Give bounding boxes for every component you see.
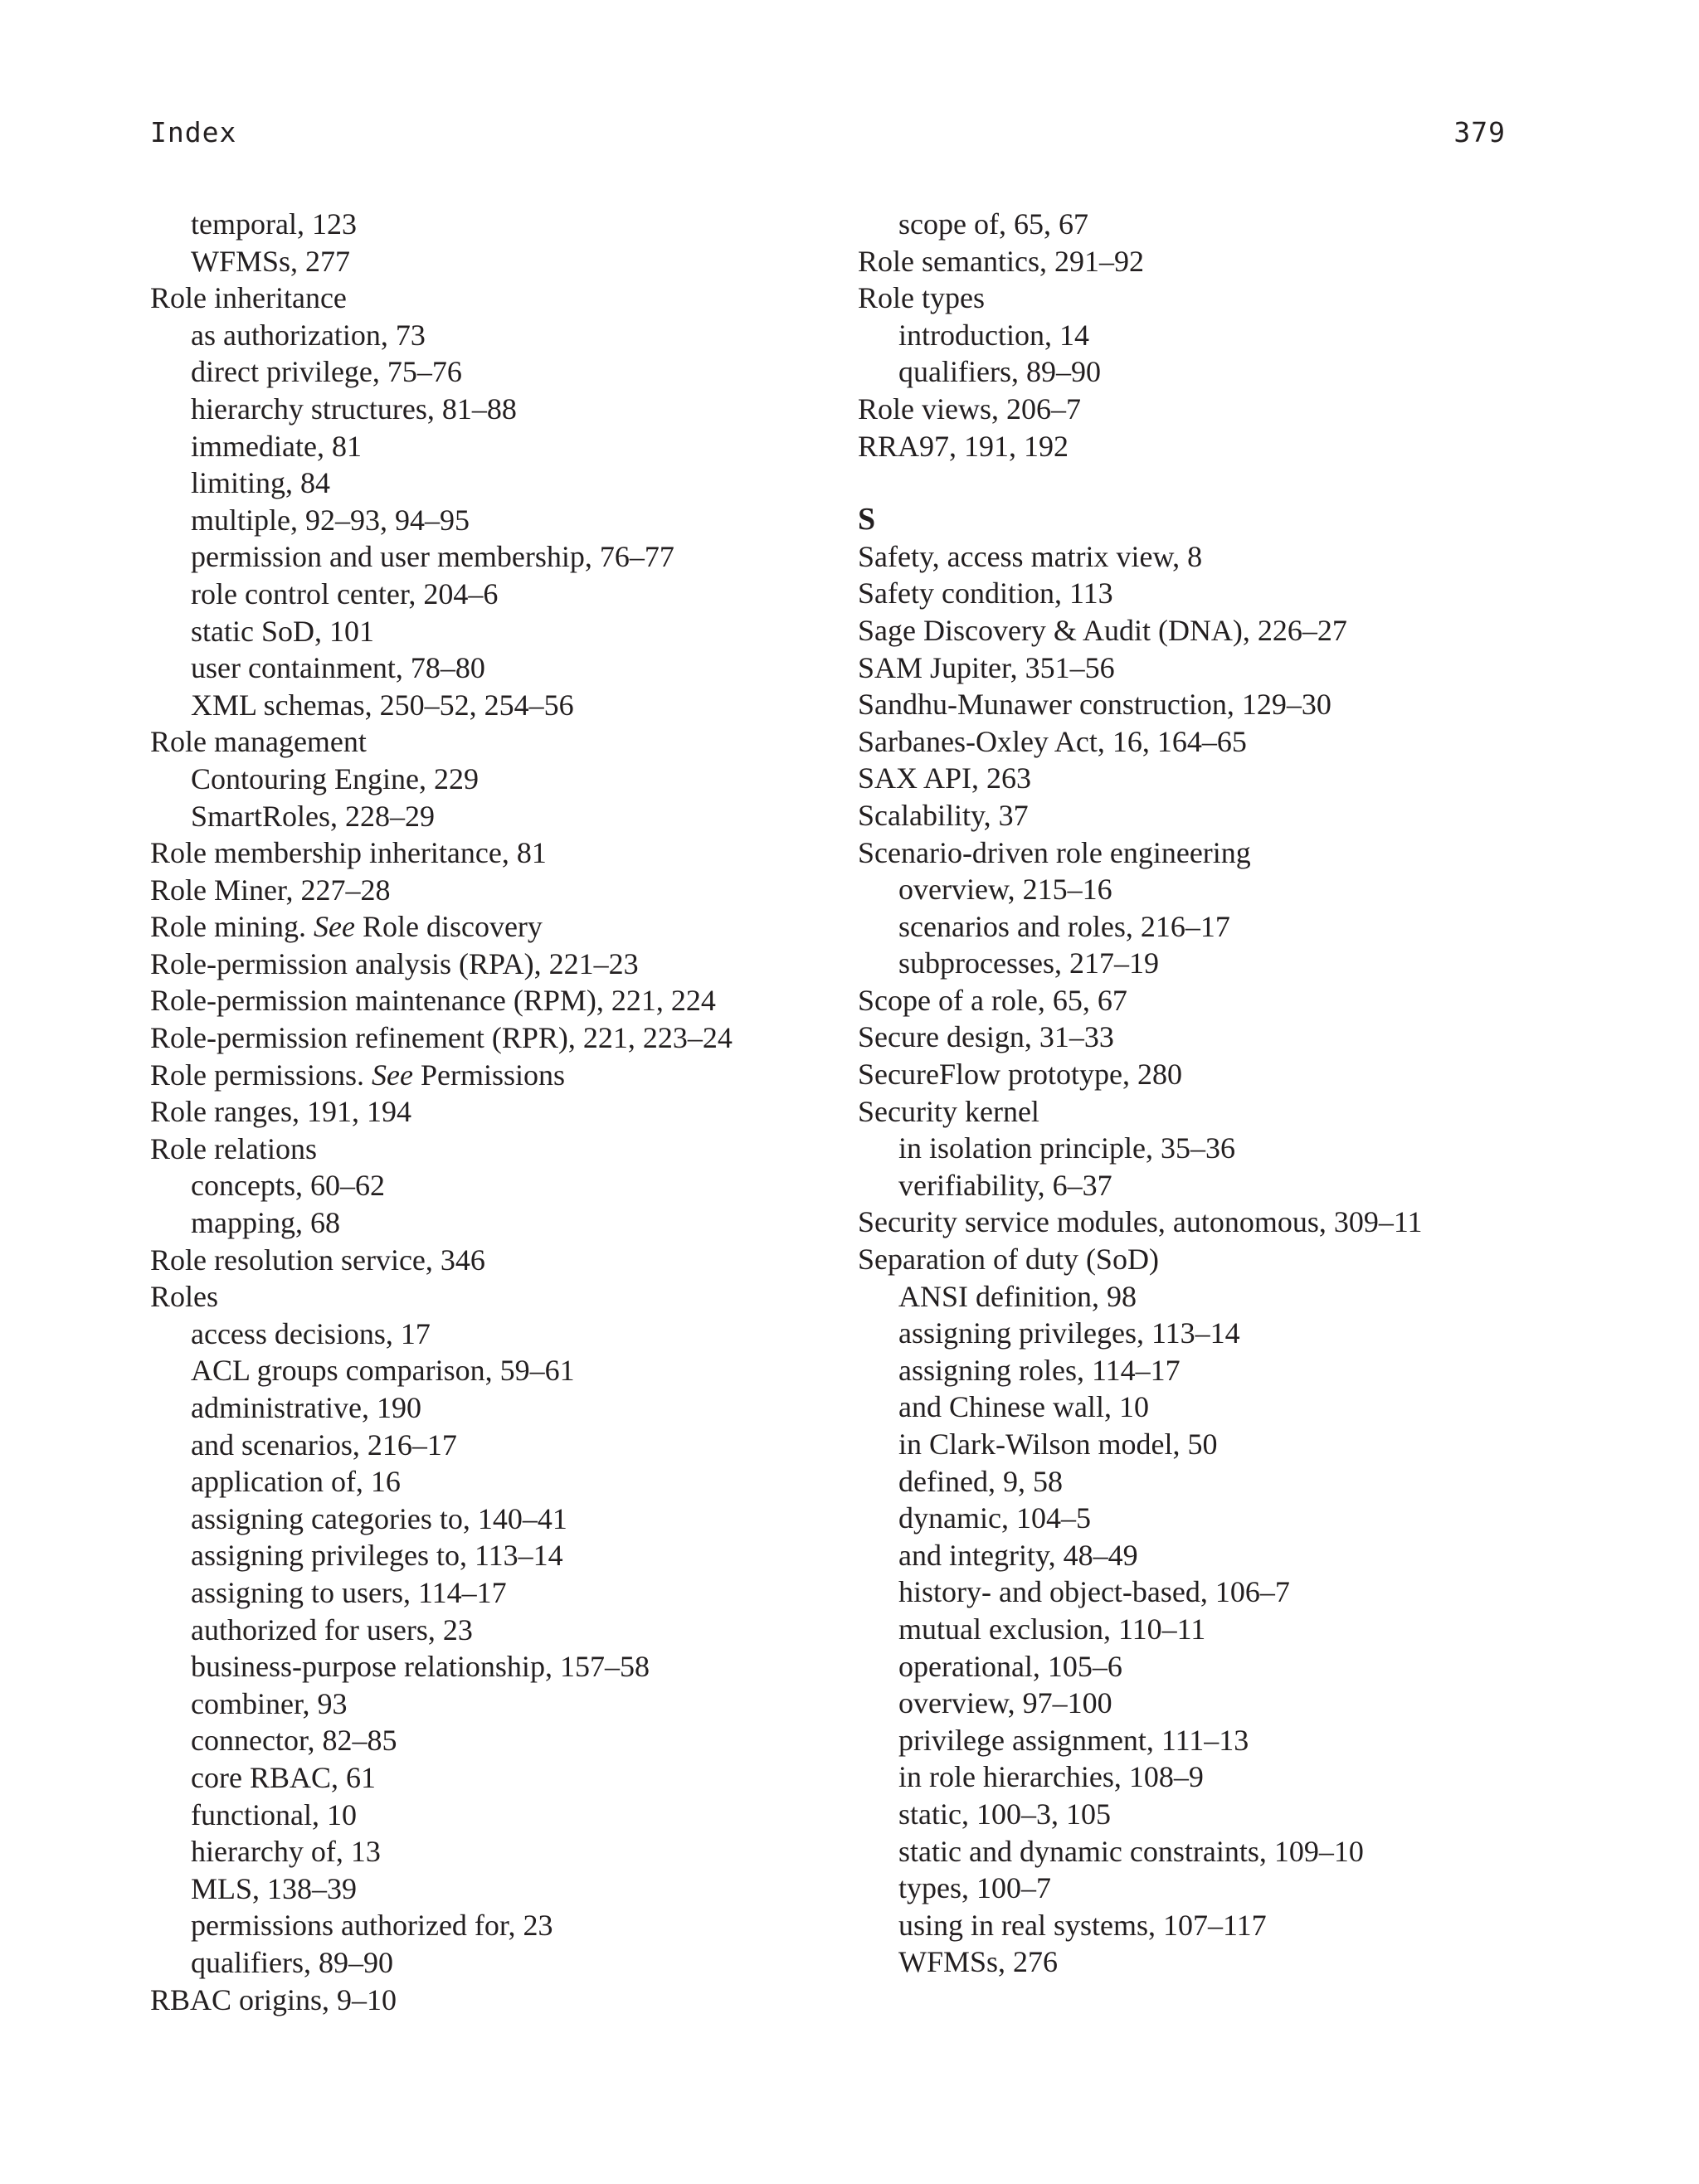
index-subentry	[150, 1501, 733, 1538]
index-subentry	[858, 945, 1423, 982]
entry-text: and scenarios, 216–17	[191, 1428, 457, 1462]
index-subentry	[150, 317, 733, 354]
index-subentry	[150, 1427, 733, 1464]
entry-text: dynamic, 104–5	[898, 1501, 1091, 1535]
index-subentry	[150, 1612, 733, 1649]
index-entry	[858, 649, 1423, 687]
index-subentry	[858, 1315, 1423, 1352]
index-subentry	[858, 206, 1423, 243]
entry-text: mapping, 68	[191, 1206, 340, 1240]
index-subentry	[858, 1685, 1423, 1722]
index-entry	[858, 391, 1423, 428]
entry-text: verifiability, 6–37	[898, 1168, 1112, 1202]
entry-text: Scalability, 37	[858, 798, 1029, 832]
entry-text: temporal, 123	[191, 207, 357, 241]
index-entry	[150, 280, 733, 317]
entry-text: subprocesses, 217–19	[898, 946, 1159, 980]
entry-text: scenarios and roles, 216–17	[898, 909, 1230, 943]
entry-text: assigning roles, 114–17	[898, 1353, 1181, 1387]
index-subentry	[150, 1759, 733, 1797]
entry-text: Role-permission refinement (RPR), 221, 223–24	[150, 1021, 733, 1055]
entry-text: static and dynamic constraints, 109–10	[898, 1834, 1364, 1868]
entry-text: privilege assignment, 111–13	[898, 1723, 1249, 1757]
entry-text: as authorization, 73	[191, 318, 426, 352]
entry-text: user containment, 78–80	[191, 651, 485, 685]
entry-text: assigning privileges to, 113–14	[191, 1539, 563, 1573]
entry-text: RBAC origins, 9–10	[150, 1982, 397, 2016]
entry-text: Role permissions.	[150, 1058, 372, 1092]
entry-text: functional, 10	[191, 1797, 357, 1831]
entry-text: defined, 9, 58	[898, 1464, 1063, 1498]
index-column-left	[150, 206, 733, 2018]
index-subentry	[858, 1907, 1423, 1944]
entry-text: Sandhu-Munawer construction, 129–30	[858, 688, 1331, 722]
entry-text: permissions authorized for, 23	[191, 1909, 553, 1943]
entry-text: and Chinese wall, 10	[898, 1390, 1149, 1424]
index-subentry	[150, 391, 733, 428]
entry-text: Role membership inheritance, 81	[150, 836, 547, 870]
index-subentry	[858, 1722, 1423, 1759]
index-subentry	[150, 243, 733, 280]
entry-text: RRA97, 191, 192	[858, 429, 1069, 463]
entry-text: core RBAC, 61	[191, 1760, 376, 1794]
entry-text: static, 100–3, 105	[898, 1797, 1111, 1831]
entry-text: Security kernel	[858, 1094, 1039, 1128]
index-subentry	[858, 1389, 1423, 1426]
entry-text: ANSI definition, 98	[898, 1279, 1137, 1313]
index-entry	[150, 946, 733, 983]
entry-text: ACL groups comparison, 59–61	[191, 1354, 575, 1388]
page-header	[150, 116, 1506, 158]
index-entry	[858, 760, 1423, 797]
index-column-right	[858, 206, 1423, 1981]
index-entry	[150, 1131, 733, 1168]
entry-text: WFMSs, 277	[191, 244, 351, 278]
entry-text: Role Miner, 227–28	[150, 873, 391, 907]
entry-text: history- and object-based, 106–7	[898, 1575, 1290, 1609]
index-entries-r-before	[858, 206, 1423, 465]
entry-text: Safety, access matrix view, 8	[858, 539, 1203, 573]
index-entry	[858, 538, 1423, 576]
index-subentry	[858, 1426, 1423, 1463]
index-subentry	[150, 576, 733, 613]
index-entry	[858, 686, 1423, 723]
cross-reference-target: Role discovery	[354, 910, 543, 944]
entry-text: access decisions, 17	[191, 1316, 431, 1350]
entry-text: assigning to users, 114–17	[191, 1575, 507, 1609]
entry-text: and integrity, 48–49	[898, 1538, 1138, 1572]
index-subentry	[150, 1944, 733, 1982]
index-subentry	[858, 1352, 1423, 1389]
index-subentry	[150, 1907, 733, 1944]
entry-text: qualifiers, 89–90	[898, 355, 1101, 389]
index-entry	[858, 797, 1423, 834]
entry-text: permission and user membership, 76–77	[191, 540, 674, 574]
entry-text: Role inheritance	[150, 281, 347, 315]
index-subentry	[150, 353, 733, 391]
entry-text: immediate, 81	[191, 429, 362, 463]
index-subentry	[150, 1797, 733, 1834]
index-entry	[150, 1278, 733, 1316]
entry-text: Security service modules, autonomous, 309–11	[858, 1205, 1423, 1239]
entry-text: authorized for users, 23	[191, 1612, 473, 1647]
index-subentry	[858, 1167, 1423, 1204]
entry-text: direct privilege, 75–76	[191, 355, 462, 389]
index-entry	[858, 1056, 1423, 1093]
index-entry	[858, 1241, 1423, 1278]
index-subentry	[150, 1870, 733, 1908]
entry-text: WFMSs, 276	[898, 1945, 1059, 1979]
index-subentry	[150, 428, 733, 465]
index-subentry	[150, 538, 733, 576]
entry-text: connector, 82–85	[191, 1724, 397, 1758]
index-subentry	[858, 908, 1423, 946]
entry-text: administrative, 190	[191, 1391, 421, 1424]
index-entry	[858, 1204, 1423, 1241]
index-subentry	[858, 1796, 1423, 1833]
entry-text: Contouring Engine, 229	[191, 761, 479, 795]
index-entry	[150, 982, 733, 1019]
entry-text: limiting, 84	[191, 466, 331, 500]
index-subentry	[150, 1648, 733, 1685]
cross-reference-target: Permissions	[412, 1058, 565, 1092]
index-entry	[858, 243, 1423, 280]
index-subentry	[150, 649, 733, 687]
index-subentry	[858, 1130, 1423, 1167]
index-subentry	[150, 1389, 733, 1427]
index-subentry	[150, 1537, 733, 1574]
entry-text: overview, 215–16	[898, 873, 1112, 907]
entry-text: assigning privileges, 113–14	[898, 1316, 1240, 1350]
see-reference-label: See	[314, 910, 355, 944]
entry-text: scope of, 65, 67	[898, 207, 1088, 241]
index-subentry	[858, 353, 1423, 391]
entry-text: Role management	[150, 725, 367, 759]
index-subentry	[150, 687, 733, 724]
entry-text: SmartRoles, 228–29	[191, 799, 435, 833]
entry-text: Role-permission analysis (RPA), 221–23	[150, 946, 639, 980]
entry-text: Roles	[150, 1280, 219, 1314]
index-entry	[858, 1093, 1423, 1131]
entry-text: application of, 16	[191, 1465, 401, 1499]
index-subentry	[150, 1574, 733, 1612]
entry-text: types, 100–7	[898, 1871, 1051, 1905]
index-entry	[150, 872, 733, 909]
index-entries-r-after	[858, 538, 1423, 1981]
index-entry	[150, 723, 733, 761]
entry-text: qualifiers, 89–90	[191, 1945, 393, 1979]
index-entry	[858, 428, 1423, 465]
index-subentry	[150, 761, 733, 798]
entry-text: Scope of a role, 65, 67	[858, 983, 1127, 1017]
index-entry	[150, 1019, 733, 1057]
section-letter-heading: S	[858, 502, 876, 537]
index-subentry	[150, 1316, 733, 1353]
entry-text: Secure design, 31–33	[858, 1020, 1114, 1054]
see-reference-label: See	[372, 1058, 413, 1092]
entry-text: in role hierarchies, 108–9	[898, 1760, 1204, 1794]
index-subentry	[150, 502, 733, 539]
entry-text: MLS, 138–39	[191, 1871, 358, 1905]
entry-text: introduction, 14	[898, 318, 1089, 352]
index-entry	[858, 1019, 1423, 1056]
index-entry	[858, 723, 1423, 761]
index-subentry	[858, 1833, 1423, 1870]
index-subentry	[150, 465, 733, 502]
entry-text: overview, 97–100	[898, 1686, 1112, 1720]
index-entry	[150, 834, 733, 872]
index-subentry	[150, 613, 733, 650]
index-entry	[858, 280, 1423, 317]
entry-text: hierarchy structures, 81–88	[191, 392, 517, 426]
entry-text: static SoD, 101	[191, 614, 374, 648]
index-subentry	[858, 1870, 1423, 1907]
index-subentry	[858, 1758, 1423, 1796]
entry-text: SAM Jupiter, 351–56	[858, 650, 1115, 684]
entry-text: operational, 105–6	[898, 1649, 1122, 1683]
entry-text: SecureFlow prototype, 280	[858, 1058, 1182, 1092]
index-subentry	[858, 1537, 1423, 1574]
entry-text: in Clark-Wilson model, 50	[898, 1428, 1218, 1461]
index-subentry	[858, 1574, 1423, 1611]
index-subentry	[150, 1722, 733, 1759]
entry-text: Safety condition, 113	[858, 576, 1113, 610]
index-subentry	[858, 1500, 1423, 1537]
entry-text: assigning categories to, 140–41	[191, 1501, 567, 1535]
entry-text: using in real systems, 107–117	[898, 1908, 1267, 1942]
entry-text: combiner, 93	[191, 1686, 348, 1720]
index-subentry	[150, 1204, 733, 1242]
index-subentry	[858, 1943, 1423, 1981]
index-subentry	[858, 1611, 1423, 1648]
index-entry	[150, 1982, 733, 2019]
index-entry	[858, 834, 1423, 872]
index-entry	[858, 982, 1423, 1019]
entry-text: Role mining.	[150, 910, 314, 944]
entry-text: Role resolution service, 346	[150, 1243, 485, 1277]
page-number: 379	[1453, 116, 1506, 148]
index-subentry	[150, 798, 733, 835]
entry-text: Role-permission maintenance (RPM), 221, 224	[150, 984, 716, 1018]
entry-text: Sarbanes-Oxley Act, 16, 164–65	[858, 724, 1247, 758]
index-subentry	[150, 1352, 733, 1389]
entry-text: mutual exclusion, 110–11	[898, 1612, 1206, 1646]
entry-text: Role ranges, 191, 194	[150, 1095, 411, 1129]
index-entry	[150, 908, 733, 946]
entry-text: Role semantics, 291–92	[858, 244, 1144, 278]
entry-text: Role views, 206–7	[858, 392, 1081, 426]
entry-text: business-purpose relationship, 157–58	[191, 1650, 650, 1684]
entry-text: Scenario-driven role engineering	[858, 835, 1251, 869]
entry-text: SAX API, 263	[858, 761, 1032, 795]
index-entry	[858, 612, 1423, 649]
index-subentry	[858, 1278, 1423, 1316]
entry-text: XML schemas, 250–52, 254–56	[191, 688, 574, 722]
index-entry	[150, 1057, 733, 1094]
entry-text: Role relations	[150, 1131, 317, 1165]
entry-text: concepts, 60–62	[191, 1169, 385, 1203]
entry-text: Sage Discovery & Audit (DNA), 226–27	[858, 613, 1347, 647]
index-subentry	[858, 1648, 1423, 1685]
index-entry	[150, 1242, 733, 1279]
index-subentry	[858, 871, 1423, 908]
index-subentry	[150, 206, 733, 243]
index-subentry	[858, 317, 1423, 354]
index-subentry	[150, 1833, 733, 1870]
index-subentry	[858, 1463, 1423, 1501]
index-subentry	[150, 1685, 733, 1723]
entry-text: Role types	[858, 281, 985, 315]
index-entry	[858, 575, 1423, 612]
index-subentry	[150, 1167, 733, 1204]
entry-text: hierarchy of, 13	[191, 1835, 381, 1869]
entry-text: in isolation principle, 35–36	[898, 1131, 1235, 1165]
entry-text: role control center, 204–6	[191, 576, 499, 610]
running-head-title: Index	[150, 116, 237, 148]
entry-text: multiple, 92–93, 94–95	[191, 503, 470, 537]
index-subentry	[150, 1463, 733, 1501]
entry-text: Separation of duty (SoD)	[858, 1243, 1159, 1277]
index-entry	[150, 1093, 733, 1131]
